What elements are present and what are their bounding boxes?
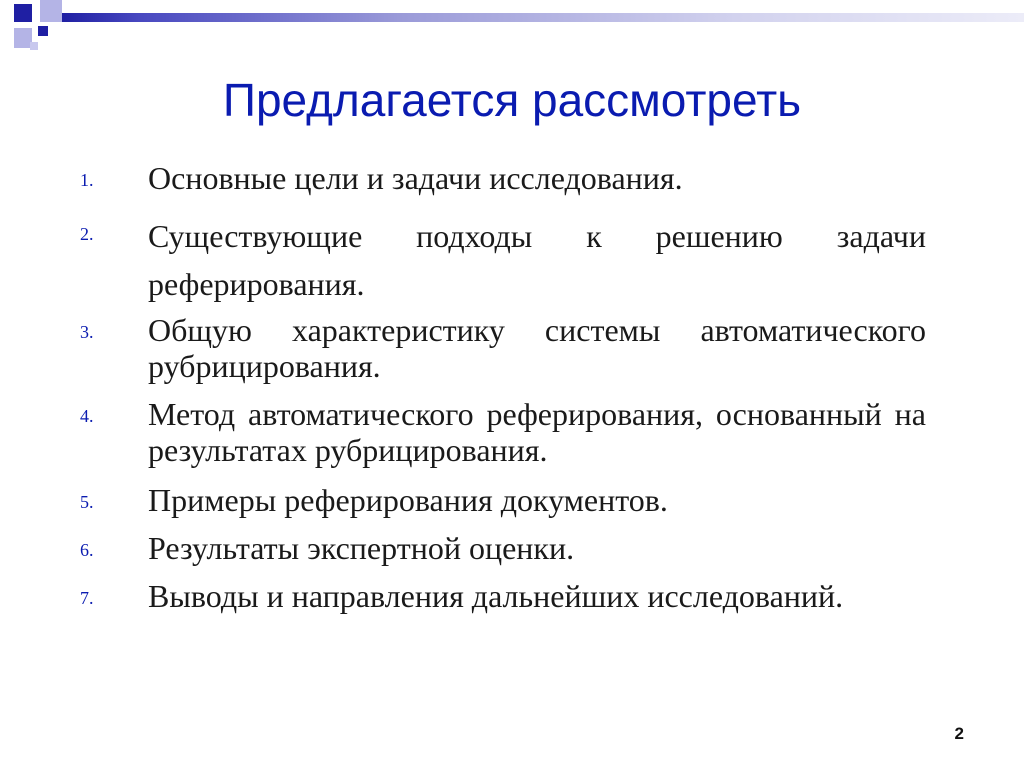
item-number: 2. (80, 224, 94, 244)
item-text: Примеры реферирования документов. (148, 482, 668, 518)
item-number: 1. (80, 170, 94, 190)
page-number: 2 (954, 724, 964, 743)
decoration-square-dark-1 (14, 4, 32, 22)
item-number: 5. (80, 492, 94, 512)
item-text: Метод автоматического реферирования, основанный на результатах рубрицирования. (148, 396, 926, 468)
decoration-square-light-3 (30, 42, 38, 50)
item-number: 6. (80, 540, 94, 560)
header-gradient-bar (62, 13, 1024, 22)
item-number: 3. (80, 322, 94, 342)
header-decoration (0, 0, 1024, 60)
item-text: Общую характеристику системы автоматического рубрицирования. (148, 312, 926, 384)
item-text: Основные цели и задачи исследования. (148, 160, 683, 196)
slide-title: Предлагается рассмотреть (222, 74, 802, 126)
item-text: Существующие подходы к решению задачи реферирования. (148, 218, 926, 302)
item-text: Результаты экспертной оценки. (148, 530, 575, 566)
item-number: 7. (80, 588, 94, 608)
item-number: 4. (80, 406, 94, 426)
item-text: Выводы и направления дальнейших исследований. (148, 578, 844, 614)
decoration-square-dark-2 (38, 26, 48, 36)
decoration-square-light-1 (40, 0, 62, 22)
